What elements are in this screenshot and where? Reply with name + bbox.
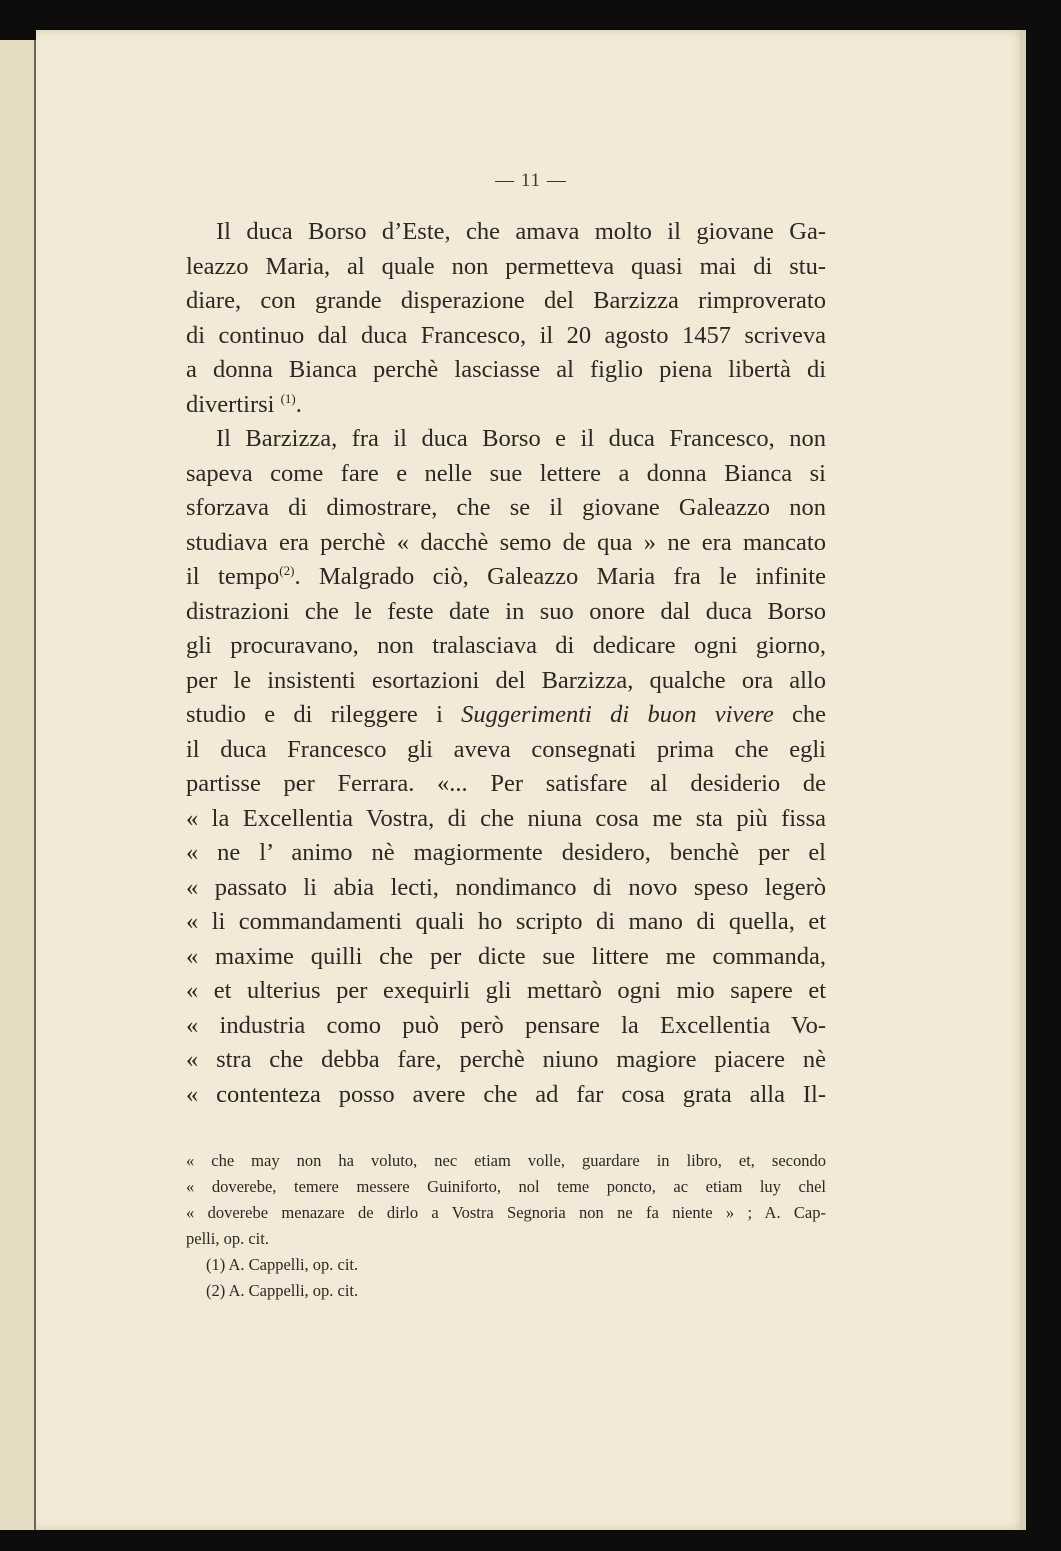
text-fragment: studio e di rileggere i: [186, 701, 443, 728]
footnote-ref-2: (2): [279, 562, 295, 578]
text-line: partisse per Ferrara. «... Per satisfare al desiderio de: [186, 770, 826, 797]
text-line: « contenteza posso avere che ad far cosa grata alla Il-: [186, 1080, 826, 1108]
text-line: « passato li abia lecti, nondimanco di novo speso legerò: [186, 873, 826, 901]
footnote-ref-1: (1): [280, 390, 296, 406]
text-line: Il Barzizza, fra il duca Borso e il duca Francesco, non: [216, 425, 826, 452]
text-line: « ne l’ animo nè magiormente desidero, benchè per el: [186, 839, 826, 866]
page-number: — 11 —: [495, 170, 567, 191]
text-fragment: che: [792, 701, 826, 728]
footnote-2: (2) A. Cappelli, op. cit.: [206, 1281, 359, 1300]
text-line: gli procuravano, non tralasciava di dedicare ogni giorno,: [186, 632, 826, 659]
text-line: [186, 560, 826, 595]
text-line: diare, con grande disperazione del Barzizza rimproverato: [186, 287, 826, 314]
footnote-continuation-line: « che may non ha voluto, nec etiam volle, guardare in libro, et, secondo: [186, 1151, 826, 1170]
text-line: leazzo Maria, al quale non permetteva quasi mai di stu-: [186, 252, 826, 280]
text-line: « li commandamenti quali ho scripto di mano di quella, et: [186, 908, 826, 935]
text-line: studiava era perchè « dacchè semo de qua » ne era mancato: [186, 528, 826, 556]
text-line: a donna Bianca perchè lasciasse al figlio piena libertà di: [186, 356, 826, 383]
body-text: [186, 215, 826, 1112]
text-line: [186, 698, 826, 733]
footnote-continuation-line: « doverebe, temere messere Guiniforto, nol teme poncto, ac etiam luy chel: [186, 1177, 826, 1196]
footnotes: [186, 1148, 826, 1304]
page-edge-shadow: [1020, 30, 1026, 1530]
text-line: « la Excellentia Vostra, di che niuna cosa me sta più fissa: [186, 804, 826, 832]
text-line: di continuo dal duca Francesco, il 20 agosto 1457 scriveva: [186, 321, 826, 349]
text-line: sapeva come fare e nelle sue lettere a donna Bianca si: [186, 459, 826, 487]
footnote-continuation-line: « doverebe menazare de dirlo a Vostra Segnoria non ne fa niente » ; A. Cap-: [186, 1203, 826, 1222]
text-fragment: .: [295, 390, 302, 418]
footnote-continuation-line: pelli, op. cit.: [186, 1229, 269, 1248]
italic-title: Suggerimenti di buon vivere: [461, 701, 774, 728]
text-fragment: il tempo: [186, 563, 280, 590]
text-fragment: divertirsi: [186, 390, 275, 418]
text-fragment: . Malgrado ciò, Galeazzo Maria fra le infinite: [294, 563, 826, 590]
text-line: « stra che debba fare, perchè niuno magiore piacere nè: [186, 1046, 826, 1073]
text-line: Il duca Borso d’Este, che amava molto il giovane Ga-: [216, 218, 826, 245]
text-line: [186, 388, 826, 423]
text-line: « maxime quilli che per dicte sue littere me commanda,: [186, 942, 826, 970]
text-line: « et ulterius per exequirli gli mettarò ogni mio sapere et: [186, 977, 826, 1004]
facing-page-edge: [0, 40, 36, 1530]
footnote-1: (1) A. Cappelli, op. cit.: [206, 1255, 359, 1274]
book-page: [36, 30, 1026, 1530]
text-line: distrazioni che le feste date in suo onore dal duca Borso: [186, 597, 826, 625]
text-line: sforzava di dimostrare, che se il giovane Galeazzo non: [186, 494, 826, 521]
text-line: « industria como può però pensare la Excellentia Vo-: [186, 1011, 826, 1039]
text-line: il duca Francesco gli aveva consegnati prima che egli: [186, 735, 826, 763]
text-line: per le insistenti esortazioni del Barzizza, qualche ora allo: [186, 666, 826, 694]
